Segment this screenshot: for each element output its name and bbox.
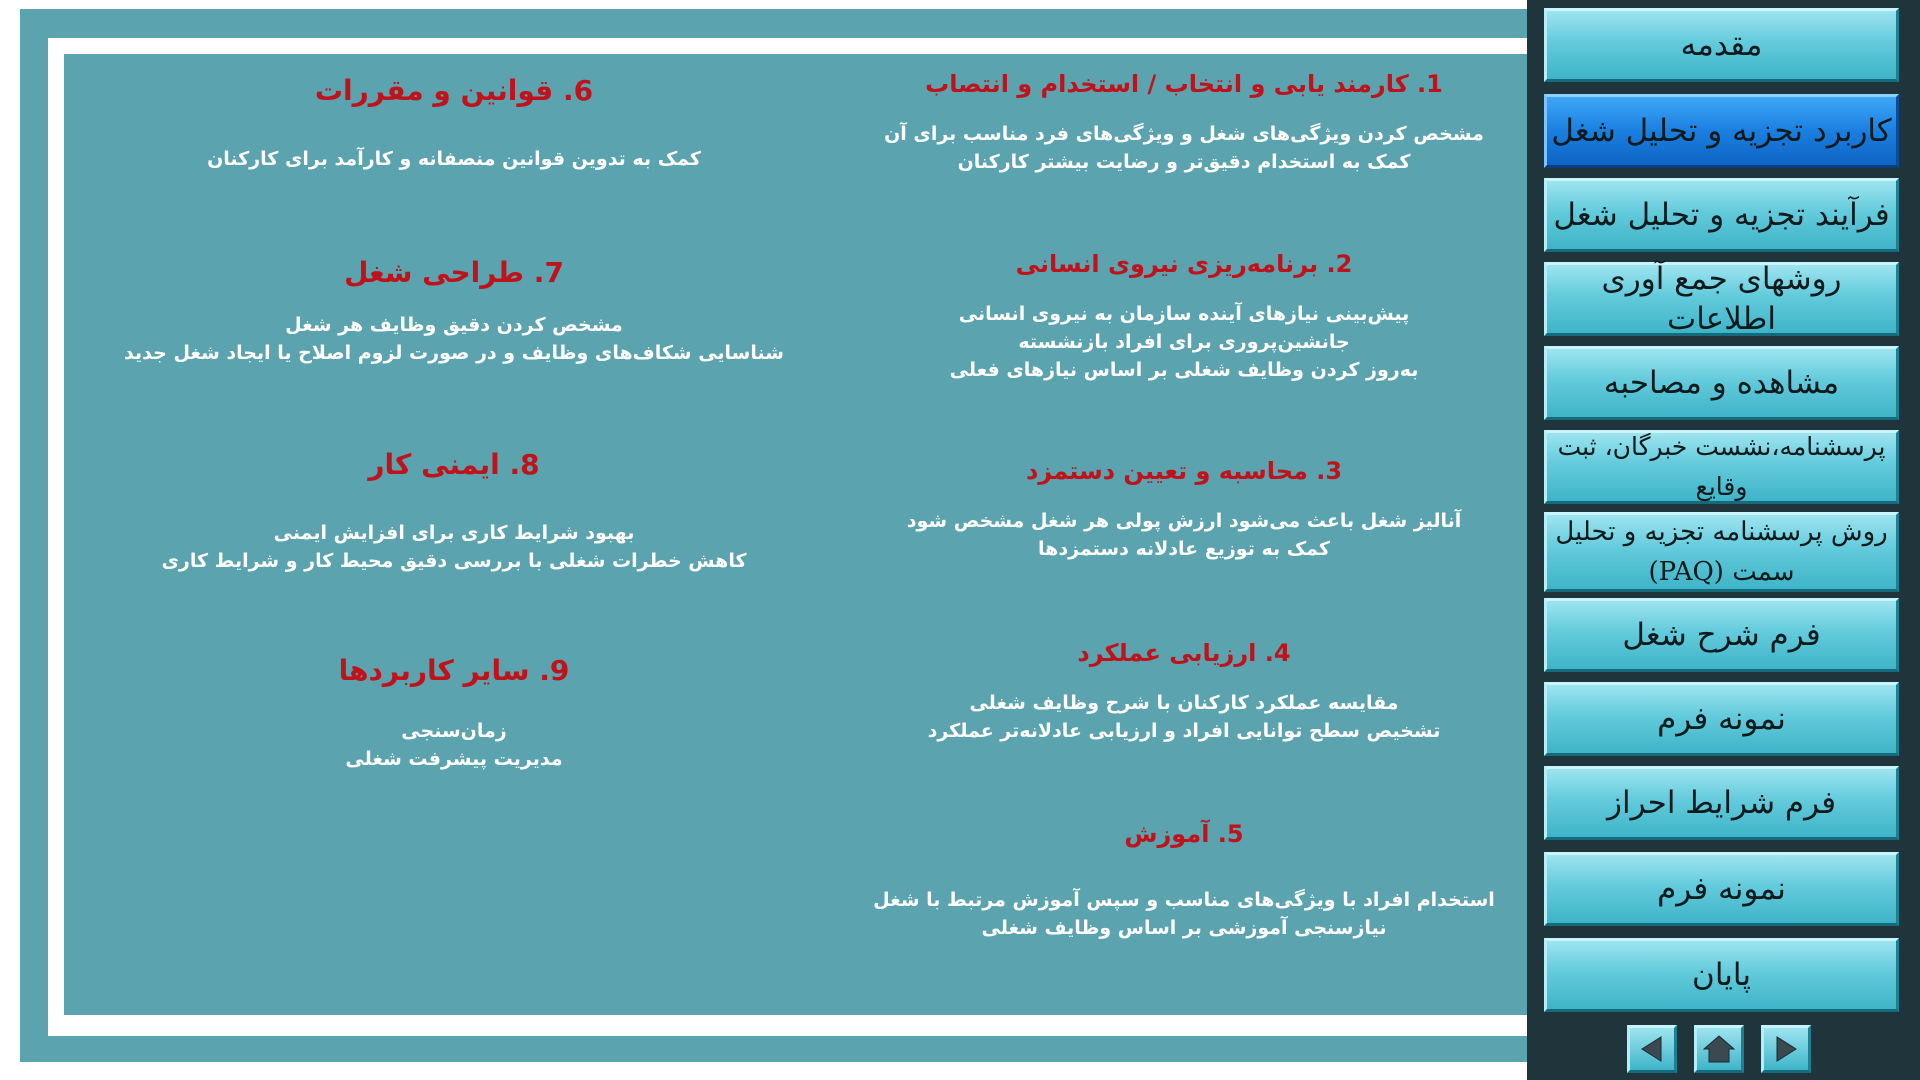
section-recruitment xyxy=(824,70,1544,176)
nav-observation-interview[interactable]: مشاهده و مصاحبه xyxy=(1544,346,1899,420)
section-job-design xyxy=(64,256,844,367)
description-line: کمک به تدوین قوانین منصفانه و کارآمد برای کارکنان xyxy=(207,148,701,170)
description-line: پیش‌بینی نیازهای آینده سازمان به نیروی انسانی xyxy=(958,303,1410,325)
section-description xyxy=(64,519,844,575)
section-description xyxy=(64,311,844,367)
nav-qualifications-form[interactable]: فرم شرایط احراز xyxy=(1544,766,1899,840)
description-line: نیازسنجی آموزشی بر اساس وظایف شغلی xyxy=(981,917,1387,939)
description-line: استخدام افراد با ویژگی‌های مناسب و سپس آموزش مرتبط با شغل xyxy=(873,889,1495,911)
description-line: مدیریت پیشرفت شغلی xyxy=(345,748,563,770)
nav-job-description-form[interactable]: فرم شرح شغل xyxy=(1544,598,1899,672)
section-description xyxy=(824,300,1544,384)
description-line: کمک به توزیع عادلانه دستمزدها xyxy=(1038,538,1330,560)
description-line: شناسایی شکاف‌های وظایف و در صورت لزوم اصلاح یا ایجاد شغل جدید xyxy=(124,342,784,364)
nav-job-analysis-process[interactable]: فرآیند تجزیه و تحلیل شغل xyxy=(1544,178,1899,252)
section-hr-planning xyxy=(824,250,1544,384)
section-title: 7. طراحی شغل xyxy=(344,256,564,289)
description-line: کمک به استخدام دقیق‌تر و رضایت بیشتر کارکنان xyxy=(957,151,1411,173)
section-title: 3. محاسبه و تعیین دستمزد xyxy=(1025,457,1343,485)
section-title: 9. سایر کاربردها xyxy=(338,654,570,687)
section-training xyxy=(824,820,1544,942)
description-line: کاهش خطرات شغلی با بررسی دقیق محیط کار و شرایط کاری xyxy=(161,550,747,572)
description-line: آنالیز شغل باعث می‌شود ارزش پولی هر شغل مشخص شود xyxy=(906,510,1462,532)
section-title: 8. ایمنی کار xyxy=(368,448,540,481)
triangle-left-icon xyxy=(1637,1034,1667,1064)
nav-job-analysis-uses[interactable]: کاربرد تجزیه و تحلیل شغل xyxy=(1544,94,1899,168)
triangle-right-icon xyxy=(1771,1034,1801,1064)
description-line: به‌روز کردن وظایف شغلی بر اساس نیازهای فعلی xyxy=(949,359,1419,381)
section-title: 2. برنامه‌ریزی نیروی انسانی xyxy=(1015,250,1353,278)
section-title: 1. کارمند یابی و انتخاب / استخدام و انتصاب xyxy=(925,70,1443,98)
prev-button[interactable] xyxy=(1627,1025,1677,1073)
section-description xyxy=(64,717,844,773)
section-description xyxy=(824,120,1544,176)
description-line: تشخیص سطح توانایی افراد و ارزیابی عادلانه‌تر عملکرد xyxy=(927,720,1441,742)
section-title: 6. قوانین و مقررات xyxy=(314,74,594,107)
navigation-sidebar xyxy=(1527,0,1920,1080)
nav-introduction[interactable]: مقدمه xyxy=(1544,8,1899,82)
slide-content xyxy=(64,54,1528,1015)
next-button[interactable] xyxy=(1761,1025,1811,1073)
description-line: مشخص کردن ویژگی‌های شغل و ویژگی‌های فرد مناسب برای آن xyxy=(884,123,1484,145)
section-description xyxy=(64,145,844,173)
section-description xyxy=(824,886,1544,942)
section-performance xyxy=(824,639,1544,745)
home-icon xyxy=(1702,1034,1736,1064)
nav-paq-method[interactable]: روش پرسشنامه تجزیه و تحلیل سمت (PAQ) xyxy=(1544,512,1899,592)
section-description xyxy=(824,507,1544,563)
nav-data-collection-methods[interactable]: روشهای جمع آوری اطلاعات xyxy=(1544,262,1899,336)
section-title: 5. آموزش xyxy=(1124,820,1244,848)
description-line: بهبود شرایط کاری برای افزایش ایمنی xyxy=(273,522,635,544)
nav-end[interactable]: پایان xyxy=(1544,938,1899,1012)
nav-questionnaire-experts[interactable]: پرسشنامه،نشست خبرگان، ثبت وقایع xyxy=(1544,430,1899,504)
nav-sample-form-1[interactable]: نمونه فرم xyxy=(1544,682,1899,756)
section-regulations xyxy=(64,74,844,173)
description-line: مشخص کردن دقیق وظایف هر شغل xyxy=(285,314,623,336)
section-safety xyxy=(64,448,844,575)
description-line: زمان‌سنجی xyxy=(401,720,507,742)
nav-sample-form-2[interactable]: نمونه فرم xyxy=(1544,852,1899,926)
section-title: 4. ارزیابی عملکرد xyxy=(1077,639,1291,667)
slide-navigation xyxy=(1627,1025,1827,1075)
section-other-uses xyxy=(64,654,844,773)
section-description xyxy=(824,689,1544,745)
description-line: جانشین‌پروری برای افراد بازنشسته xyxy=(1018,331,1350,353)
section-wages xyxy=(824,457,1544,563)
description-line: مقایسه عملکرد کارکنان با شرح وظایف شغلی xyxy=(969,692,1399,714)
home-button[interactable] xyxy=(1694,1025,1744,1073)
